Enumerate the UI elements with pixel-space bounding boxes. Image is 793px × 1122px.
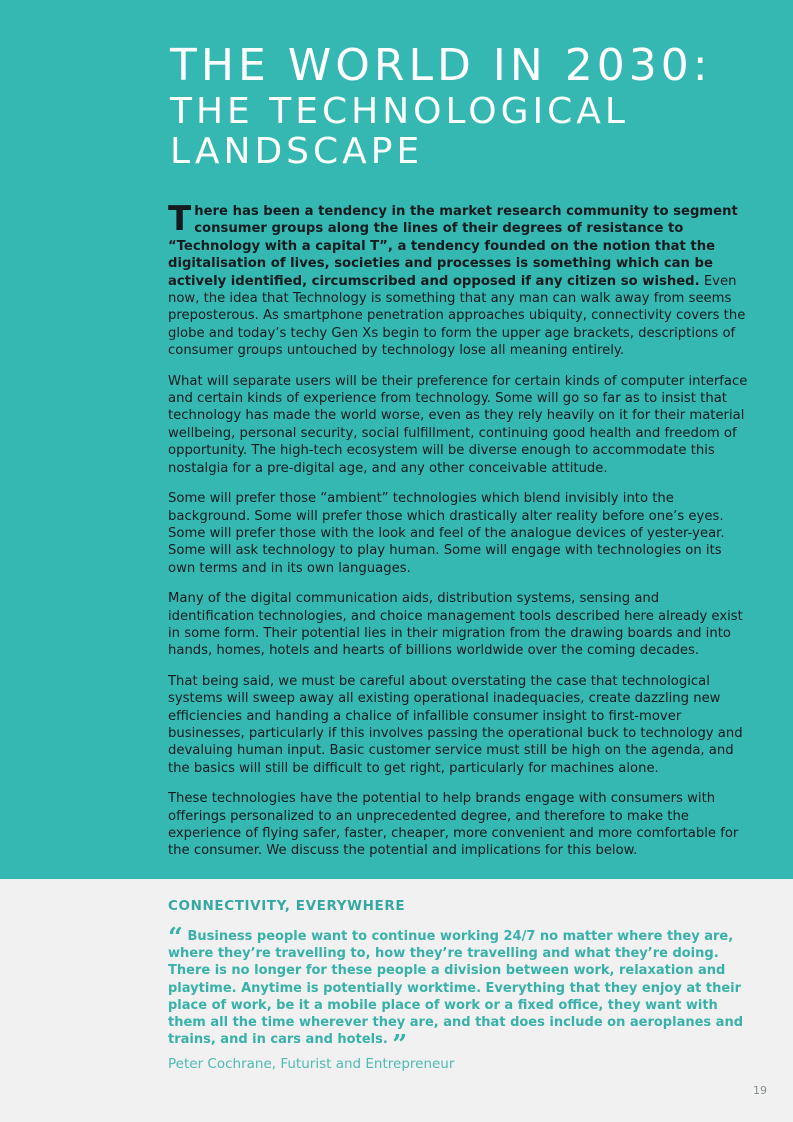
body-paragraph-3: Some will prefer those “ambient” technologies which blend invisibly into the background. Some will prefer those which drastically alter reality before one’s eyes. Some will prefer those with the look and feel of the analogue devices of yester-year. Some will ask technology to play human. Some will engage with technologies on its own terms and in its own languages. (168, 491, 725, 576)
body-paragraph-6: These technologies have the potential to help brands engage with consumers with offerings personalized to an unprecedented degree, and therefore to make the experience of flying safer, faster, cheaper, more convenient and more comfortable for the consumer. We discuss the potential and implications for this below. (168, 791, 739, 859)
close-quote-mark: ” (392, 1030, 408, 1061)
article-body (168, 199, 748, 873)
pull-quote (168, 923, 748, 1061)
title-line-1: THE WORLD IN 2030: (170, 40, 712, 91)
title-line-2: THE TECHNOLOGICAL (170, 91, 629, 132)
drop-cap: T (168, 199, 192, 239)
quote-attribution: Peter Cochrane, Futurist and Entrepreneur (168, 1056, 455, 1073)
body-paragraph-4: Many of the digital communication aids, distribution systems, sensing and identification technologies, and choice management tools described here already exist in some form. Their potential lies in their migration from the drawing boards and into hands, homes, hotels and hearts of billions worldwide over the coming decades. (168, 591, 743, 659)
intro-regular-text: Even now, the idea that Technology is something that any man can walk away from seems preposterous. As smartphone penetration approaches ubiquity, connectivity covers the globe and today’s techy Gen Xs begin to form the upper age brackets, descriptions of consumer groups untouched by technology lose all meaning entirely. (168, 273, 746, 359)
section-heading: CONNECTIVITY, EVERYWHERE (168, 898, 406, 914)
body-paragraph-5: That being said, we must be careful about overstating the case that technological systems will sweep away all existing operational inadequacies, create dazzling new efficiencies and handing a chalice of infallible consumer insight to first-mover businesses, particularly if this involves passing the operational buck to technology and devaluing human input. Basic customer service must still be high on the agenda, and the basics will still be difficult to get right, particularly for machines alone. (168, 673, 743, 776)
title-line-3: LANDSCAPE (170, 131, 424, 172)
body-paragraph-2: What will separate users will be their preference for certain kinds of computer interface and certain kinds of experience from technology. Some will go so far as to insist that technology has made the world worse, even as they rely heavily on it for their material wellbeing, personal security, social fulfillment, continuing good health and freedom of opportunity. The high-tech ecosystem will be diverse enough to accommodate this nostalgia for a pre-digital age, and any other conceivable attitude. (168, 373, 748, 476)
page-number: 19 (753, 1084, 767, 1097)
intro-bold-text: here has been a tendency in the market research community to segment consumer groups along the lines of their degrees of resistance to “Technology with a capital T”, a tendency founded on the notion that the digitalisation of lives, societies and processes is something which can be actively identified, circumscribed and opposed if any citizen so wished. (168, 204, 738, 289)
page-title (170, 40, 770, 172)
open-quote-mark: “ (168, 923, 183, 953)
quote-text: Business people want to continue working 24/7 no matter where they are, where they’re travelling to, how they’re travelling and what they’re doing. There is no longer for these people a division between work, relaxation and playtime. Anytime is potentially worktime. Everything that they enjoy at their place of work, be it a mobile place of work or a fixed office, they want with them all the time wherever they are, and that does include on aeroplanes and trains, and in cars and hotels. (168, 929, 744, 1048)
intro-paragraph (168, 199, 748, 360)
callout-section (168, 898, 748, 1072)
